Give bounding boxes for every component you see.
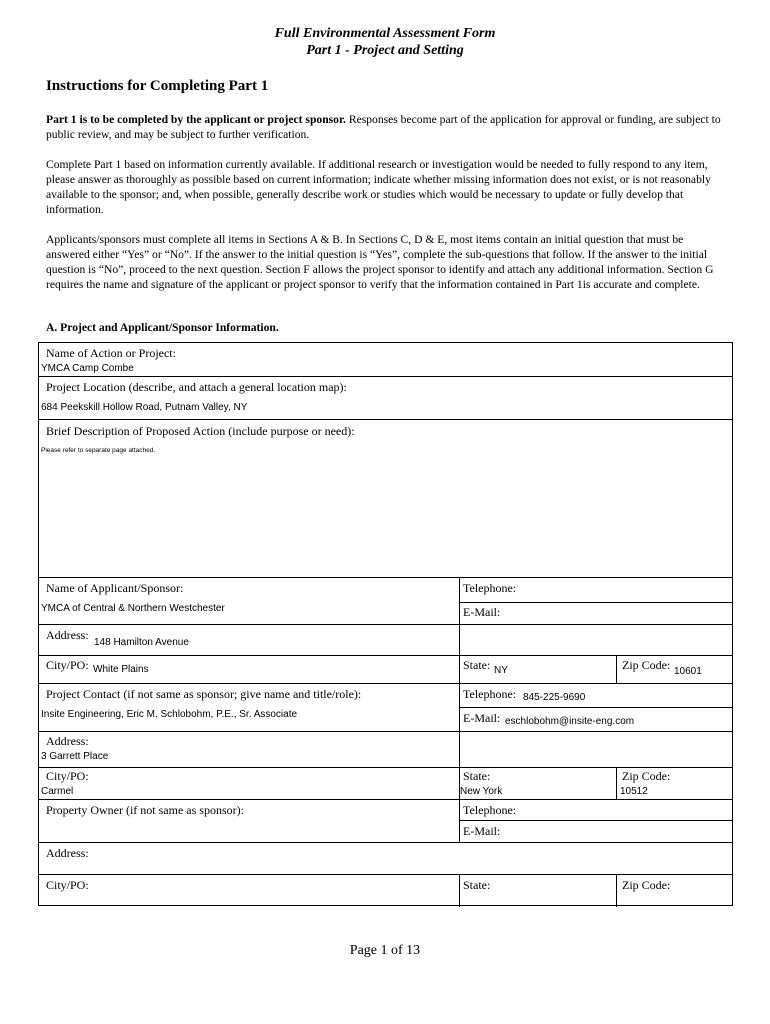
instructions-paragraph-1-text: Responses become part of the application for approval or funding, are subject to public review, and may be subject to further verification. — [46, 113, 721, 141]
contact-zip-field[interactable]: 10512 — [620, 786, 648, 797]
form-subtitle: Part 1 - Project and Setting — [306, 43, 464, 58]
form-column-divider — [616, 655, 617, 683]
contact-state-field[interactable]: New York — [460, 786, 503, 797]
applicant-city-field[interactable]: White Plains — [93, 664, 149, 675]
contact-city-field[interactable]: Carmel — [41, 786, 74, 797]
action-name-field[interactable]: YMCA Camp Combe — [41, 363, 134, 374]
form-divider — [39, 376, 732, 377]
form-divider — [459, 820, 732, 821]
contact-zip-label: Zip Code: — [622, 769, 671, 783]
form-divider — [39, 767, 732, 768]
contact-telephone-label: Telephone: — [463, 687, 517, 701]
owner-telephone-label: Telephone: — [463, 803, 517, 817]
project-location-field[interactable]: 684 Peekskill Hollow Road, Putnam Valley, NY — [41, 402, 248, 413]
applicant-state-field[interactable]: NY — [494, 665, 508, 676]
form-column-divider — [459, 767, 460, 842]
project-information-form — [38, 342, 733, 906]
form-divider — [39, 683, 732, 684]
form-column-divider — [459, 683, 460, 767]
applicant-zip-field[interactable]: 10601 — [674, 666, 702, 677]
form-divider — [39, 577, 732, 578]
form-column-divider — [616, 767, 617, 799]
instructions-paragraph-2: Complete Part 1 based on information currently available. If additional research or investigation would be needed to fully respond to any item, please answer as thoroughly as possible based on current information; indicate whether missing information does not exist, or is not reasonably available to the sponsor; and, when possible, generally describe work or studies which would be necessary to update or fully develop that information. — [46, 158, 711, 216]
page-number: Page 1 of 13 — [349, 943, 421, 958]
applicant-name-label: Name of Applicant/Sponsor: — [46, 581, 184, 595]
action-name-label: Name of Action or Project: — [46, 346, 176, 360]
instructions-paragraph-1-bold: Part 1 is to be completed by the applicant or project sponsor. — [46, 113, 346, 126]
applicant-telephone-label: Telephone: — [463, 581, 517, 595]
contact-state-label: State: — [463, 769, 491, 783]
property-owner-label: Property Owner (if not same as sponsor): — [46, 803, 244, 817]
owner-email-label: E-Mail: — [463, 824, 501, 838]
form-divider — [459, 707, 732, 708]
applicant-state-label: State: — [463, 658, 491, 672]
contact-email-label: E-Mail: — [463, 711, 501, 725]
form-divider — [39, 874, 732, 875]
instructions-heading: Instructions for Completing Part 1 — [46, 78, 269, 94]
section-a-heading: A. Project and Applicant/Sponsor Information. — [46, 321, 279, 334]
contact-address-field[interactable]: 3 Garrett Place — [41, 751, 109, 762]
form-divider — [459, 602, 732, 603]
project-location-label: Project Location (describe, and attach a general location map): — [46, 380, 347, 394]
instructions-paragraph-3: Applicants/sponsors must complete all items in Sections A & B. In Sections C, D & E, most items contain an initial question that must be answered either “Yes” or “No”. If the answer to the initial question is “Yes”, complete the sub-questions that follow. If the answer to the initial question is “No”, proceed to the next question. Section F allows the project sponsor to identify and attach any additional information. Section G requires the name and signature of the applicant or project sponsor to verify that the information contained in Part 1is accurate and complete. — [46, 233, 714, 291]
contact-telephone-field[interactable]: 845-225-9690 — [523, 692, 586, 703]
contact-city-label: City/PO: — [46, 769, 89, 783]
applicant-name-field[interactable]: YMCA of Central & Northern Westchester — [41, 603, 225, 614]
form-column-divider — [616, 874, 617, 907]
form-divider — [39, 842, 732, 843]
instructions-paragraph-1 — [46, 112, 726, 142]
description-label: Brief Description of Proposed Action (include purpose or need): — [46, 424, 355, 438]
owner-zip-label: Zip Code: — [622, 878, 671, 892]
contact-email-field[interactable]: eschlobohm@insite-eng.com — [505, 716, 635, 727]
form-column-divider — [459, 655, 460, 683]
applicant-email-label: E-Mail: — [463, 605, 501, 619]
project-contact-field[interactable]: Insite Engineering, Eric M. Schlobohm, P.E., Sr. Associate — [41, 709, 298, 720]
owner-city-label: City/PO: — [46, 878, 89, 892]
applicant-city-label: City/PO: — [46, 658, 89, 672]
form-title: Full Environmental Assessment Form — [274, 26, 496, 41]
applicant-address-field[interactable]: 148 Hamilton Avenue — [94, 637, 189, 648]
applicant-zip-label: Zip Code: — [622, 658, 671, 672]
form-column-divider — [459, 874, 460, 907]
project-contact-label: Project Contact (if not same as sponsor; give name and title/role): — [46, 687, 362, 701]
contact-address-label: Address: — [46, 734, 89, 748]
form-divider — [39, 624, 732, 625]
owner-address-label: Address: — [46, 846, 89, 860]
description-field[interactable]: Please refer to separate page attached. — [41, 447, 156, 454]
form-divider — [39, 419, 732, 420]
form-divider — [39, 731, 732, 732]
applicant-address-label: Address: — [46, 628, 89, 642]
form-column-divider — [459, 577, 460, 655]
form-divider — [39, 655, 732, 656]
owner-state-label: State: — [463, 878, 491, 892]
form-divider — [39, 799, 732, 800]
